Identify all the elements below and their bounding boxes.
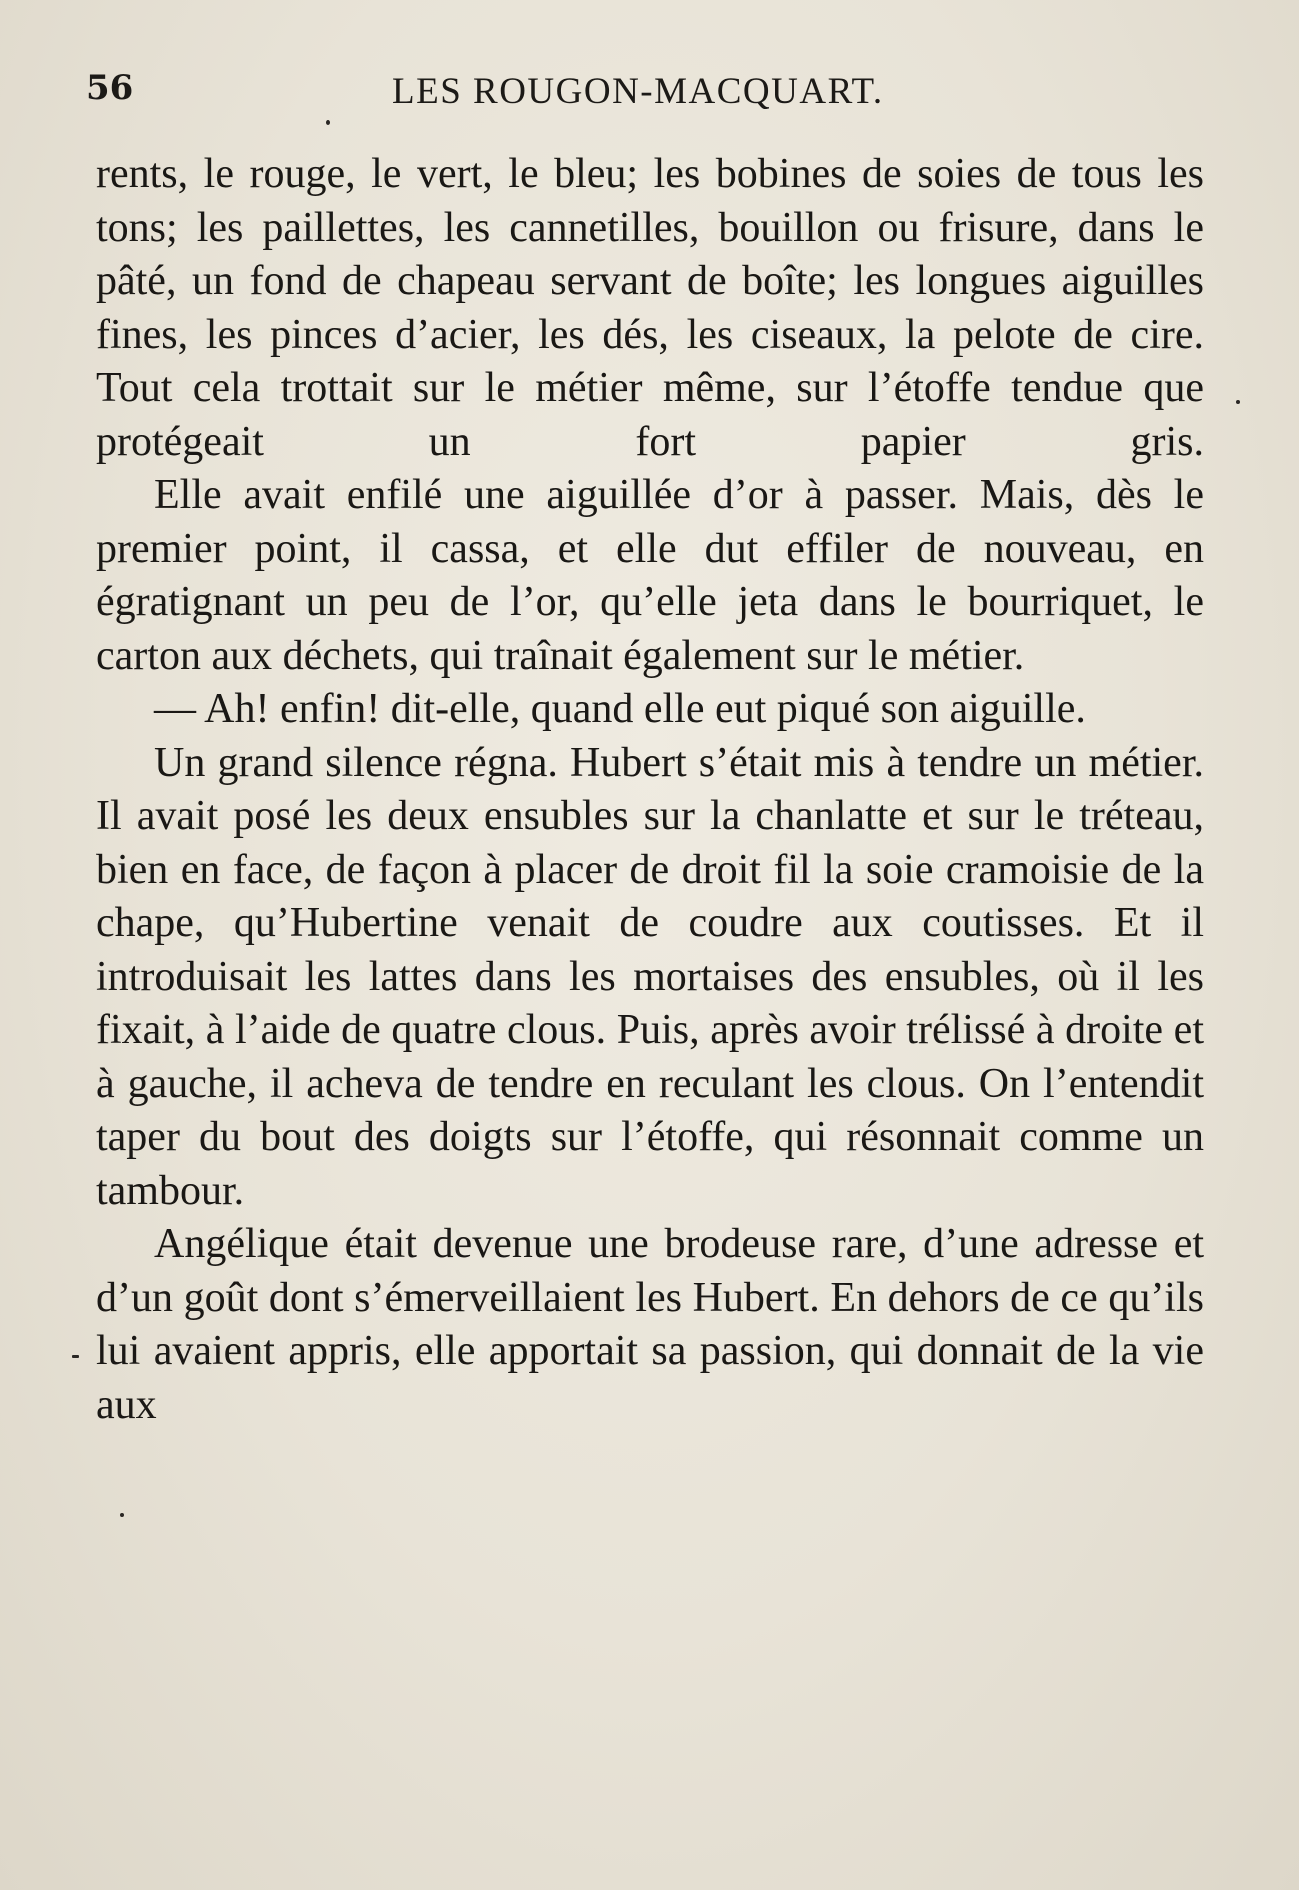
print-speck: [120, 1513, 124, 1517]
paragraph-1: rents, le rouge, le vert, le bleu; les bobines de soies de tous les tons; les paillettes, les cannetilles, bouillon ou frisure, dans le pâté, un fond de chapeau servant de boîte; les longues aiguilles fines, les pinces d’acier, les dés, les ciseaux, la pelote de cire. Tout cela trottait sur le métier même, sur l’étoffe tendue que protégeait un fort papier gris.: [96, 151, 1204, 465]
running-title: LES ROUGON-MACQUART.: [392, 71, 884, 112]
print-speck: [326, 120, 330, 125]
body-text: [96, 148, 1204, 1432]
paragraph-5: Angélique était devenue une brodeuse rare, d’une adresse et d’un goût dont s’émerveillaient les Hubert. En dehors de ce qu’ils lui avaient appris, elle apportait sa passion, qui donnait de la vie aux: [96, 1221, 1204, 1428]
paragraph-4: Un grand silence régna. Hubert s’était mis à tendre un métier. Il avait posé les deux ensubles sur la chanlatte et sur le tréteau, bien en face, de façon à placer de droit fil la soie cramoisie de la chape, qu’Hubertine venait de coudre aux coutisses. Et il introduisait les lattes dans les mortaises des ensubles, où il les fixait, à l’aide de quatre clous. Puis, après avoir trélissé à droite et à gauche, il acheva de tendre en reculant les clous. On l’entendit taper du bout des doigts sur l’étoffe, qui résonnait comme un tambour.: [96, 739, 1204, 1214]
paragraph-3: — Ah! enfin! dit-elle, quand elle eut piqué son aiguille.: [154, 686, 1086, 732]
page-number: 56: [86, 68, 134, 108]
print-speck: [1236, 400, 1240, 404]
print-speck: [72, 1355, 79, 1358]
paragraph-2: Elle avait enfilé une aiguillée d’or à passer. Mais, dès le premier point, il cassa, et elle dut effiler de nouveau, en égratignant un peu de l’or, qu’elle jeta dans le bourriquet, le carton aux déchets, qui traînait également sur le métier.: [96, 472, 1204, 679]
